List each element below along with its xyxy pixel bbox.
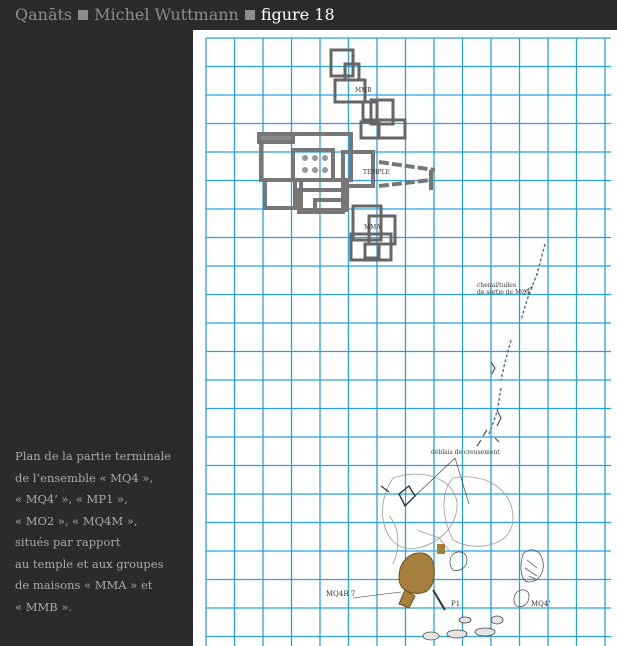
- label-mma: MMA: [364, 224, 381, 231]
- figure-caption: [15, 446, 185, 618]
- plan-drawing: [193, 30, 617, 646]
- caption-line: au temple et aux groupes: [15, 556, 164, 571]
- caption-line: situés par rapport: [15, 535, 121, 549]
- mma-house-group: [351, 206, 395, 260]
- title-bar: [0, 0, 617, 30]
- breadcrumb-author[interactable]: Michel Wuttmann: [94, 5, 239, 24]
- label-mq4-prime: MQ4’: [531, 600, 551, 608]
- caption-line: de l’ensemble « MQ4 »,: [15, 470, 154, 485]
- label-mq4r7: MQ4R 7: [326, 590, 356, 598]
- caption-line: Plan de la partie terminale: [15, 449, 172, 463]
- channel-trace: [489, 244, 545, 434]
- caption-line: « MO2 », « MQ4M »,: [15, 513, 138, 528]
- plan-grid: [206, 38, 611, 646]
- caption-line: de maisons « MMA » et: [15, 578, 153, 592]
- note-channel-line-1: chenal/tuiles: [477, 282, 516, 289]
- caption-line: « MQ4’ », « MP1 »,: [15, 492, 128, 506]
- site-plan-figure: [193, 30, 617, 646]
- label-mmb: MMB: [355, 87, 372, 94]
- breadcrumb: [15, 5, 335, 24]
- note-channel-line-2: de sortie de MQ4: [477, 289, 530, 296]
- label-p1: P1: [451, 600, 461, 608]
- temple-structure: [259, 134, 435, 212]
- temple-columns: [302, 155, 328, 173]
- separator-square-icon: [245, 10, 255, 20]
- label-temple: TEMPLE: [363, 169, 390, 176]
- breadcrumb-current-figure: figure 18: [260, 5, 335, 24]
- caption-line: « MMB ».: [15, 599, 73, 614]
- separator-square-icon: [78, 10, 88, 20]
- breadcrumb-site[interactable]: Qanāts: [15, 5, 73, 24]
- note-spoil: déblais de creusement: [431, 449, 500, 456]
- mmb-house-group: [331, 50, 405, 138]
